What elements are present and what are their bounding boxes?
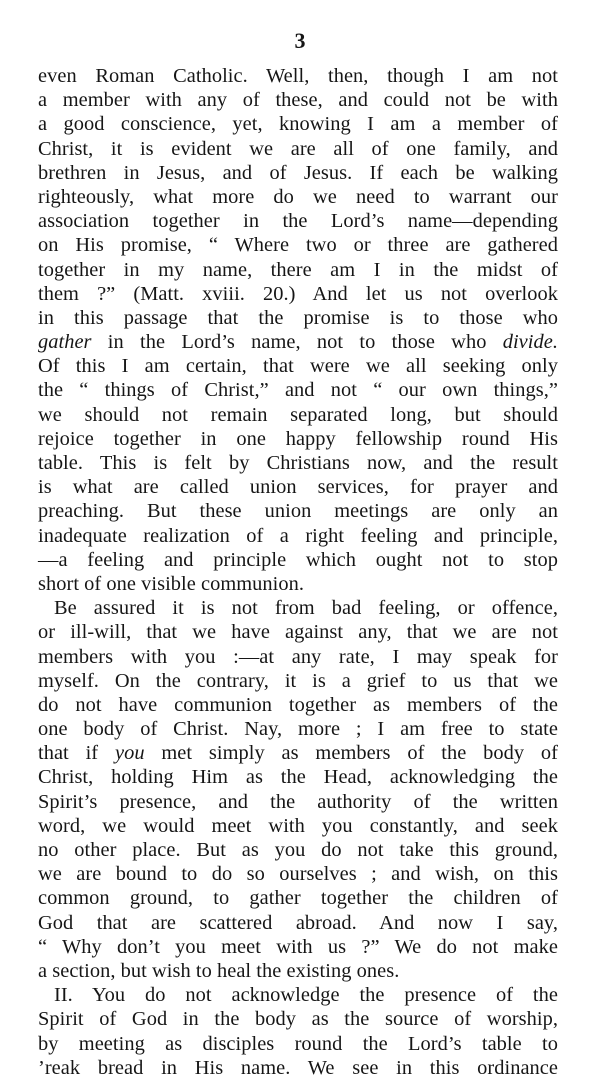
text-line: together in my name, there am I in the midst of bbox=[38, 258, 558, 281]
text-line: righteously, what more do we need to warrant our bbox=[38, 185, 558, 208]
text-line: we should not remain separated long, but should bbox=[38, 403, 558, 426]
text-line: “ Why don’t you meet with us ?” We do not make bbox=[38, 935, 558, 958]
text-line: II. You do not acknowledge the presence of the bbox=[54, 984, 558, 1007]
text-line: members with you :—at any rate, I may speak for bbox=[38, 645, 558, 668]
text-line: ’reak bread in His name. We see in this ordinance bbox=[38, 1056, 558, 1079]
text-line: a member with any of these, and could not be with bbox=[38, 89, 558, 112]
text-line: brethren in Jesus, and of Jesus. If each be walking bbox=[38, 161, 558, 184]
text-line: even Roman Catholic. Well, then, though I am not bbox=[38, 65, 558, 87]
italic-text: divide. bbox=[502, 331, 558, 354]
text-line: association together in the Lord’s name—depending bbox=[38, 210, 558, 233]
text-line: the “ things of Christ,” and not “ our own things,” bbox=[38, 379, 558, 402]
text-line: Christ, it is evident we are all of one family, and bbox=[38, 137, 558, 160]
text-line: Christ, holding Him as the Head, acknowledging the bbox=[38, 766, 558, 789]
text-line: a good conscience, yet, knowing I am a member of bbox=[38, 113, 558, 136]
text-line: God that are scattered abroad. And now I say, bbox=[38, 911, 558, 934]
text-line: do not have communion together as members of the bbox=[38, 693, 558, 716]
text-line bbox=[38, 330, 558, 354]
text-line: table. This is felt by Christians now, and the result bbox=[38, 452, 558, 474]
text-line bbox=[38, 741, 558, 765]
text-line: rejoice together in one happy fellowship round His bbox=[38, 427, 558, 450]
text-line: Be assured it is not from bad feeling, or offence, bbox=[54, 597, 558, 620]
page-number: 3 bbox=[294, 28, 306, 53]
text-line: common ground, to gather together the children of bbox=[38, 887, 558, 910]
text-line: preaching. But these union meetings are only an bbox=[38, 500, 558, 523]
text-line: Spirit of God in the body as the source of worship, bbox=[38, 1008, 558, 1031]
text-line: a section, but wish to heal the existing ones. bbox=[38, 959, 400, 982]
text-line: Spirit’s presence, and the authority of the written bbox=[38, 790, 558, 813]
text-line: one body of Christ. Nay, more ; I am free to state bbox=[38, 718, 558, 741]
text-line: Of this I am certain, that were we all seeking only bbox=[38, 355, 558, 378]
text-segment: that if bbox=[38, 742, 115, 765]
text-line: no other place. But as you do not take this ground, bbox=[38, 839, 558, 861]
text-line: them ?” (Matt. xviii. 20.) And let us not overlook bbox=[38, 282, 558, 305]
text-line: on His promise, “ Where two or three are gathered bbox=[38, 234, 558, 257]
text-line: is what are called union services, for prayer and bbox=[38, 476, 558, 499]
text-line: short of one visible communion. bbox=[38, 572, 305, 595]
text-segment: in the Lord’s name, not to those who bbox=[91, 331, 503, 354]
text-line: —a feeling and principle which ought not to stop bbox=[38, 548, 558, 571]
text-segment: met simply as members of the body of bbox=[144, 742, 558, 765]
text-line: or ill-will, that we have against any, that we are not bbox=[38, 621, 558, 644]
italic-text: gather bbox=[38, 331, 92, 354]
body-text bbox=[38, 64, 558, 1080]
text-line: in this passage that the promise is to those who bbox=[38, 306, 558, 329]
text-line: word, we would meet with you constantly, and seek bbox=[38, 814, 558, 837]
text-line: we are bound to do so ourselves ; and wish, on this bbox=[38, 863, 558, 886]
text-line: myself. On the contrary, it is a grief to us that we bbox=[38, 669, 558, 692]
text-line: inadequate realization of a right feeling and principle, bbox=[38, 524, 558, 547]
italic-text: you bbox=[114, 742, 145, 765]
text-line: by meeting as disciples round the Lord’s table to bbox=[38, 1032, 558, 1055]
